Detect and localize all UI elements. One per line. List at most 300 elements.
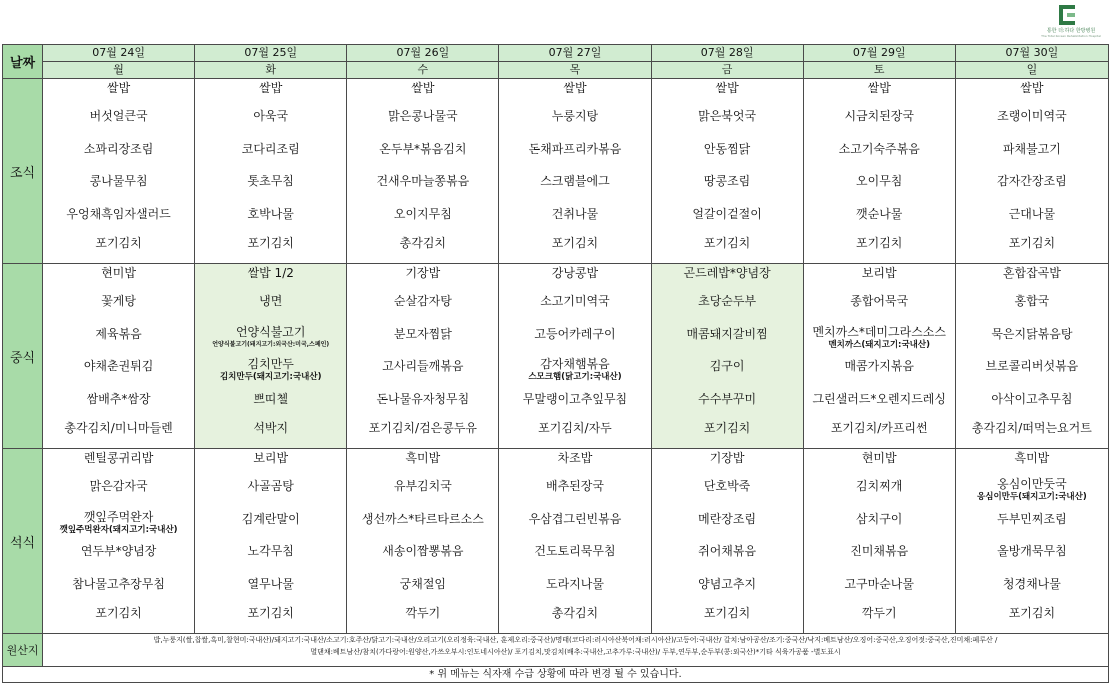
menu-item bbox=[43, 203, 194, 236]
menu-item bbox=[956, 79, 1108, 105]
menu-item-name: 궁채절임 bbox=[399, 576, 447, 591]
menu-item-name: 야채춘권튀김 bbox=[83, 359, 154, 373]
menu-item-name: 제육볶음 bbox=[95, 326, 142, 341]
menu-cell bbox=[43, 449, 195, 634]
menu-item bbox=[195, 170, 346, 203]
menu-item bbox=[43, 323, 194, 356]
menu-item bbox=[43, 449, 194, 475]
menu-item bbox=[499, 573, 650, 606]
date-header: 07월 25일 bbox=[195, 45, 347, 62]
menu-item-name: 곤드레밥*양념장 bbox=[683, 266, 771, 280]
menu-item bbox=[347, 79, 498, 105]
menu-cell bbox=[195, 449, 347, 634]
menu-item-name: 쁘띠첼 bbox=[253, 391, 289, 406]
menu-item bbox=[956, 323, 1108, 356]
menu-item-origin: 스모크햄(닭고기:국내산) bbox=[528, 372, 622, 382]
menu-item bbox=[499, 323, 650, 356]
menu-item-name: 포기김치 bbox=[247, 606, 294, 620]
menu-item-name: 누룽지탕 bbox=[551, 109, 599, 123]
weekday-header: 화 bbox=[195, 62, 347, 79]
date-header: 07월 27일 bbox=[499, 45, 651, 62]
origin-label: 원산지 bbox=[3, 634, 43, 667]
menu-item bbox=[804, 203, 955, 236]
menu-item bbox=[195, 290, 346, 323]
menu-item-name: 분모자찜닭 bbox=[393, 326, 452, 341]
menu-item-name: 브로콜리버섯볶음 bbox=[985, 359, 1079, 373]
menu-item-name: 쌀밥 bbox=[107, 81, 131, 95]
menu-item bbox=[43, 605, 194, 623]
menu-item bbox=[43, 79, 194, 105]
menu-item-name: 포기김치/카프리썬 bbox=[830, 421, 928, 435]
menu-cell bbox=[803, 449, 955, 634]
menu-item bbox=[499, 388, 650, 421]
menu-item bbox=[499, 290, 650, 323]
menu-item bbox=[347, 420, 498, 438]
menu-item bbox=[43, 355, 194, 388]
menu-item-name: 얼갈이겉절이 bbox=[692, 206, 762, 221]
menu-cell bbox=[651, 79, 803, 264]
menu-item bbox=[499, 264, 650, 290]
menu-item bbox=[499, 540, 650, 573]
menu-change-notice: * 위 메뉴는 식자재 수급 상황에 따라 변경 될 수 있습니다. bbox=[3, 667, 1109, 683]
menu-item-name: 김치찌개 bbox=[856, 479, 903, 493]
menu-item bbox=[347, 508, 498, 541]
menu-item-origin: 김치만두(돼지고기:국내산) bbox=[219, 372, 322, 382]
menu-item bbox=[652, 264, 803, 290]
menu-item-name: 코다리조림 bbox=[241, 141, 300, 156]
menu-item bbox=[804, 420, 955, 438]
menu-item-name: 차조밥 bbox=[557, 451, 593, 465]
menu-item-origin: 옹심이만두(돼지고기:국내산) bbox=[977, 492, 1087, 502]
menu-item-name: 쌀밥 bbox=[411, 81, 435, 95]
menu-item bbox=[347, 475, 498, 508]
menu-item-name: 땅콩조림 bbox=[703, 174, 751, 188]
menu-item-name: 버섯얼큰국 bbox=[89, 109, 148, 123]
menu-item-name: 꽃게탕 bbox=[101, 294, 136, 308]
menu-cell bbox=[955, 449, 1108, 634]
weekday-header: 수 bbox=[347, 62, 499, 79]
menu-item-name: 포기김치 bbox=[703, 421, 751, 435]
menu-item-name: 총각김치/미니마들렌 bbox=[64, 421, 173, 435]
menu-cell bbox=[499, 79, 651, 264]
menu-item bbox=[43, 388, 194, 421]
menu-item bbox=[652, 475, 803, 508]
menu-cell bbox=[651, 449, 803, 634]
menu-item bbox=[347, 540, 498, 573]
menu-cell bbox=[347, 449, 499, 634]
menu-item bbox=[43, 508, 194, 541]
menu-item bbox=[347, 170, 498, 203]
menu-item-name: 조랭이미역국 bbox=[997, 109, 1067, 123]
menu-item bbox=[195, 138, 346, 171]
menu-item-name: 건새우마늘쫑볶음 bbox=[376, 174, 470, 188]
menu-item bbox=[347, 264, 498, 290]
menu-item bbox=[347, 105, 498, 138]
menu-item-name: 포기김치 bbox=[1008, 236, 1056, 250]
menu-item-name: 아삭이고추무침 bbox=[991, 391, 1073, 406]
menu-item bbox=[195, 388, 346, 421]
menu-item bbox=[43, 290, 194, 323]
date-header: 07월 24일 bbox=[43, 45, 195, 62]
menu-cell bbox=[803, 264, 955, 449]
menu-item bbox=[195, 235, 346, 253]
menu-item-name: 언양식불고기 bbox=[235, 324, 306, 339]
menu-item bbox=[347, 138, 498, 171]
hospital-logo-icon bbox=[1056, 4, 1078, 26]
menu-item-name: 건도토리묵무침 bbox=[534, 544, 616, 558]
menu-item-name: 쌀밥 1/2 bbox=[247, 266, 294, 280]
menu-item-name: 생선까스*타르타르소스 bbox=[361, 511, 484, 526]
menu-item bbox=[195, 105, 346, 138]
menu-item-name: 깻순나물 bbox=[856, 206, 903, 221]
menu-item bbox=[956, 203, 1108, 236]
hospital-name-english: The Total Korean Rehabilitation Hospital bbox=[1041, 34, 1101, 38]
menu-item bbox=[499, 420, 650, 438]
menu-item bbox=[804, 235, 955, 253]
menu-item-name: 그린샐러드*오렌지드레싱 bbox=[812, 391, 946, 406]
menu-item bbox=[195, 605, 346, 623]
menu-item-name: 단호박죽 bbox=[703, 479, 751, 493]
menu-item-name: 묵은지닭볶음탕 bbox=[991, 326, 1073, 341]
date-header: 07월 30일 bbox=[955, 45, 1108, 62]
menu-item-name: 포기김치 bbox=[703, 236, 751, 250]
meal-label: 중식 bbox=[3, 264, 43, 449]
menu-item bbox=[956, 105, 1108, 138]
menu-cell bbox=[955, 79, 1108, 264]
date-header: 07월 28일 bbox=[651, 45, 803, 62]
menu-cell bbox=[499, 449, 651, 634]
menu-item bbox=[804, 170, 955, 203]
menu-item-name: 건취나물 bbox=[551, 206, 599, 221]
menu-item bbox=[195, 508, 346, 541]
menu-item-name: 순살감자탕 bbox=[393, 294, 452, 308]
menu-item-name: 깻잎주먹완자 bbox=[83, 509, 154, 524]
menu-item-name: 보리밥 bbox=[253, 451, 289, 465]
menu-item bbox=[652, 540, 803, 573]
menu-item-name: 참나물고추장무침 bbox=[72, 576, 165, 591]
menu-item-name: 삼치구이 bbox=[856, 511, 903, 526]
menu-item-name: 포기김치 bbox=[95, 606, 142, 620]
menu-item-name: 맑은북엇국 bbox=[698, 109, 757, 123]
menu-item-name: 열무나물 bbox=[247, 576, 294, 591]
menu-cell bbox=[43, 264, 195, 449]
menu-item-name: 렌틸콩귀리밥 bbox=[83, 451, 154, 465]
menu-item-name: 포기김치 bbox=[856, 236, 903, 250]
menu-item bbox=[43, 420, 194, 438]
menu-item bbox=[956, 540, 1108, 573]
menu-item-name: 고사리들깨볶음 bbox=[382, 359, 464, 373]
menu-item-name: 포기김치 bbox=[551, 236, 599, 250]
menu-item-name: 포기김치 bbox=[703, 606, 751, 620]
menu-item bbox=[43, 264, 194, 290]
menu-item bbox=[652, 138, 803, 171]
menu-item bbox=[499, 508, 650, 541]
menu-item bbox=[804, 449, 955, 475]
menu-item bbox=[804, 508, 955, 541]
menu-item-name: 현미밥 bbox=[101, 266, 136, 280]
menu-item-name: 새송이짬뽕볶음 bbox=[382, 544, 464, 558]
weekday-header: 일 bbox=[955, 62, 1108, 79]
menu-item bbox=[43, 573, 194, 606]
menu-item bbox=[956, 290, 1108, 323]
menu-item-name: 배추된장국 bbox=[545, 479, 604, 493]
menu-item bbox=[804, 323, 955, 356]
menu-item bbox=[499, 475, 650, 508]
menu-item bbox=[195, 449, 346, 475]
menu-item bbox=[43, 105, 194, 138]
menu-item bbox=[195, 475, 346, 508]
menu-item-name: 맑은콩나물국 bbox=[388, 109, 458, 123]
menu-item bbox=[43, 540, 194, 573]
menu-item bbox=[347, 388, 498, 421]
menu-item bbox=[195, 203, 346, 236]
menu-item-name: 맑은감자국 bbox=[89, 479, 148, 493]
meal-label: 석식 bbox=[3, 449, 43, 634]
menu-item bbox=[652, 355, 803, 388]
menu-item bbox=[347, 290, 498, 323]
menu-cell bbox=[803, 79, 955, 264]
menu-item bbox=[804, 138, 955, 171]
menu-cell bbox=[499, 264, 651, 449]
menu-item-name: 옹심이만둣국 bbox=[997, 477, 1067, 491]
menu-item bbox=[804, 475, 955, 508]
menu-item-name: 김구이 bbox=[709, 359, 745, 373]
menu-item bbox=[956, 355, 1108, 388]
menu-cell bbox=[955, 264, 1108, 449]
menu-item bbox=[195, 420, 346, 438]
menu-item bbox=[956, 420, 1108, 438]
menu-item-name: 현미밥 bbox=[861, 451, 897, 465]
menu-item-name: 근대나물 bbox=[1008, 206, 1056, 221]
menu-item bbox=[347, 449, 498, 475]
menu-item-name: 메란장조림 bbox=[698, 511, 757, 526]
menu-item-name: 유부김치국 bbox=[393, 479, 452, 493]
menu-item-name: 총각김치 bbox=[399, 236, 447, 250]
menu-item bbox=[499, 235, 650, 253]
menu-item-name: 포기김치/자두 bbox=[538, 421, 612, 435]
menu-item-name: 기장밥 bbox=[405, 266, 441, 280]
menu-item bbox=[652, 235, 803, 253]
menu-item bbox=[804, 79, 955, 105]
menu-item bbox=[499, 138, 650, 171]
meal-label: 조식 bbox=[3, 79, 43, 264]
menu-item bbox=[347, 355, 498, 388]
menu-item-name: 우엉채흑임자샐러드 bbox=[66, 206, 171, 221]
menu-item bbox=[956, 573, 1108, 606]
menu-cell bbox=[651, 264, 803, 449]
menu-item-name: 홍합국 bbox=[1014, 294, 1050, 308]
menu-item bbox=[195, 355, 346, 388]
meal-row bbox=[3, 264, 1109, 449]
menu-item-name: 멘치까스*데미그라스소스 bbox=[812, 324, 946, 339]
menu-item bbox=[956, 170, 1108, 203]
menu-item bbox=[43, 475, 194, 508]
menu-cell bbox=[195, 79, 347, 264]
menu-item-name: 소고기숙주볶음 bbox=[838, 141, 920, 156]
menu-item-name: 냉면 bbox=[259, 294, 283, 308]
menu-item bbox=[499, 105, 650, 138]
menu-item-name: 쌈배추*쌈장 bbox=[86, 391, 151, 406]
menu-item-name: 파채불고기 bbox=[1002, 141, 1061, 156]
menu-item bbox=[43, 235, 194, 253]
menu-item bbox=[652, 105, 803, 138]
menu-item-origin: 언양식불고기(돼지고기:외국산:미국,스페인) bbox=[212, 340, 330, 348]
menu-item bbox=[652, 573, 803, 606]
menu-item-name: 흑미밥 bbox=[405, 451, 441, 465]
menu-item bbox=[652, 290, 803, 323]
menu-item bbox=[956, 264, 1108, 290]
menu-cell bbox=[43, 79, 195, 264]
menu-item bbox=[652, 170, 803, 203]
menu-item-name: 돈채파프리카볶음 bbox=[528, 141, 622, 156]
origin-line-2: 멸댄채:베트남산/참치(가다랑어:원양산,가쓰오부시:인도네시아산)/ 포기김치,맛김치(배추:국내산,고추가루:국내산)/ 두부,연두부,순두부(콩:외국산)*기타 식육가공품 -별도표시 bbox=[310, 648, 841, 656]
menu-item-origin: 깻잎주먹완자(돼지고기:국내산) bbox=[59, 524, 178, 535]
menu-item bbox=[956, 508, 1108, 541]
menu-item bbox=[195, 573, 346, 606]
menu-item-name: 호박나물 bbox=[247, 206, 294, 221]
menu-item bbox=[499, 449, 650, 475]
menu-item-name: 쌀밥 bbox=[715, 81, 739, 95]
origin-info bbox=[43, 634, 1109, 667]
menu-item-name: 진미채볶음 bbox=[850, 544, 909, 558]
menu-item bbox=[347, 605, 498, 623]
menu-item-name: 쌀밥 bbox=[563, 81, 587, 95]
menu-item-name: 소고기미역국 bbox=[540, 294, 610, 308]
menu-item-name: 연두부*양념장 bbox=[80, 544, 157, 558]
menu-item-name: 소꽈리장조림 bbox=[83, 141, 154, 156]
menu-item bbox=[956, 235, 1108, 253]
menu-item bbox=[956, 449, 1108, 475]
menu-item bbox=[652, 79, 803, 105]
menu-item bbox=[804, 355, 955, 388]
date-header: 07월 29일 bbox=[803, 45, 955, 62]
menu-item-name: 깍두기 bbox=[405, 606, 441, 620]
menu-item-name: 쌀밥 bbox=[259, 81, 283, 95]
menu-item bbox=[652, 605, 803, 623]
date-header-label: 날짜 bbox=[3, 45, 43, 79]
menu-item bbox=[652, 323, 803, 356]
menu-item-name: 온두부*볶음김치 bbox=[379, 141, 467, 156]
menu-item-name: 강낭콩밥 bbox=[551, 266, 599, 280]
menu-item-name: 포기김치 bbox=[95, 236, 142, 250]
menu-cell bbox=[347, 79, 499, 264]
menu-item-name: 오이무침 bbox=[856, 174, 903, 188]
menu-item bbox=[499, 605, 650, 623]
menu-item-name: 초당순두부 bbox=[698, 294, 757, 308]
menu-item-name: 콩나물무침 bbox=[89, 174, 148, 188]
menu-item-name: 오이지무침 bbox=[393, 206, 452, 221]
menu-item bbox=[804, 388, 955, 421]
menu-item-name: 석박지 bbox=[253, 421, 289, 435]
menu-cell bbox=[347, 264, 499, 449]
menu-item bbox=[347, 573, 498, 606]
menu-item-name: 보리밥 bbox=[861, 266, 897, 280]
menu-item-name: 스크램블에그 bbox=[540, 174, 610, 188]
menu-item bbox=[347, 203, 498, 236]
menu-item-name: 무말랭이고추잎무침 bbox=[522, 391, 628, 406]
menu-item-name: 종합어묵국 bbox=[850, 294, 909, 308]
menu-item-name: 아욱국 bbox=[253, 109, 289, 123]
menu-item bbox=[804, 105, 955, 138]
menu-item bbox=[804, 605, 955, 623]
menu-item-name: 김계란말이 bbox=[241, 511, 300, 526]
menu-item bbox=[652, 388, 803, 421]
menu-item bbox=[499, 79, 650, 105]
weekly-menu-table bbox=[2, 44, 1109, 683]
menu-item-name: 쌀밥 bbox=[867, 81, 891, 95]
menu-item bbox=[195, 264, 346, 290]
menu-item-name: 포기김치 bbox=[247, 236, 294, 250]
menu-item bbox=[804, 573, 955, 606]
date-header: 07월 26일 bbox=[347, 45, 499, 62]
menu-item-name: 고구마순나물 bbox=[844, 576, 914, 591]
menu-item bbox=[652, 420, 803, 438]
weekday-header: 금 bbox=[651, 62, 803, 79]
menu-item-name: 사골곰탕 bbox=[247, 479, 294, 493]
menu-item-name: 도라지나물 bbox=[545, 576, 604, 591]
menu-item-name: 총각김치 bbox=[551, 606, 599, 620]
weekday-header: 목 bbox=[499, 62, 651, 79]
menu-item bbox=[804, 264, 955, 290]
menu-item bbox=[195, 323, 346, 356]
menu-item-name: 수수부꾸미 bbox=[698, 391, 757, 406]
weekday-header: 토 bbox=[803, 62, 955, 79]
menu-item-name: 총각김치/떠먹는요거트 bbox=[971, 421, 1092, 435]
menu-item bbox=[195, 540, 346, 573]
menu-item-name: 혼합잡곡밥 bbox=[1002, 266, 1061, 280]
menu-item bbox=[499, 203, 650, 236]
menu-item bbox=[804, 540, 955, 573]
menu-item-name: 청경채나물 bbox=[1002, 576, 1061, 591]
menu-item-name: 흑미밥 bbox=[1014, 451, 1050, 465]
menu-item-name: 노각무침 bbox=[247, 544, 294, 558]
menu-item-name: 매콤가지볶음 bbox=[844, 359, 914, 373]
menu-item bbox=[347, 323, 498, 356]
menu-item-name: 기장밥 bbox=[709, 451, 745, 465]
hospital-logo bbox=[1036, 4, 1106, 40]
menu-item bbox=[652, 449, 803, 475]
menu-item-name: 시금치된장국 bbox=[844, 109, 914, 123]
menu-item-name: 톳초무침 bbox=[247, 174, 294, 188]
menu-item bbox=[956, 605, 1108, 623]
menu-item-name: 김치만두 bbox=[247, 357, 294, 371]
menu-item-name: 깍두기 bbox=[861, 606, 897, 620]
menu-item-name: 매콤돼지갈비찜 bbox=[686, 326, 768, 341]
menu-item-name: 우삼겹그린빈볶음 bbox=[528, 511, 622, 526]
origin-line-1: 밥,누룽지(쌀,찹쌀,흑미,찰현미:국내산)/돼지고기:국내산/소고기:호주산/닭고기:국내산/오리고기(오리정육:국내산, 훈제오리:중국산)/명태(코다리:러시아산북어채:러시아산)/고등어:국내산/ 갈치:남아공산/조기:중국산/낙지:베트남산/오징어:중국산,오징어젓:중국산,진미채:페루산 / bbox=[153, 636, 998, 644]
menu-item bbox=[43, 170, 194, 203]
menu-item bbox=[195, 79, 346, 105]
menu-item-name: 쥐어채볶음 bbox=[698, 544, 757, 558]
meal-row bbox=[3, 449, 1109, 634]
menu-item-name: 안동찜닭 bbox=[703, 141, 751, 156]
hospital-name: 통한 더:하다 한방병원 bbox=[1046, 28, 1096, 34]
menu-item bbox=[956, 138, 1108, 171]
menu-item bbox=[956, 388, 1108, 421]
menu-item-name: 쌀밥 bbox=[1020, 81, 1044, 95]
menu-item-name: 포기김치 bbox=[1008, 606, 1056, 620]
menu-item bbox=[499, 170, 650, 203]
menu-item-name: 양념고추지 bbox=[698, 576, 757, 591]
menu-item-name: 감자간장조림 bbox=[997, 174, 1067, 188]
menu-item bbox=[956, 475, 1108, 508]
menu-item-origin: 멘치까스(돼지고기:국내산) bbox=[828, 339, 930, 350]
menu-item bbox=[652, 508, 803, 541]
menu-item-name: 돈나물유자청무침 bbox=[376, 391, 470, 406]
menu-cell bbox=[195, 264, 347, 449]
menu-item bbox=[499, 355, 650, 388]
menu-item-name: 두부민찌조림 bbox=[997, 511, 1067, 526]
